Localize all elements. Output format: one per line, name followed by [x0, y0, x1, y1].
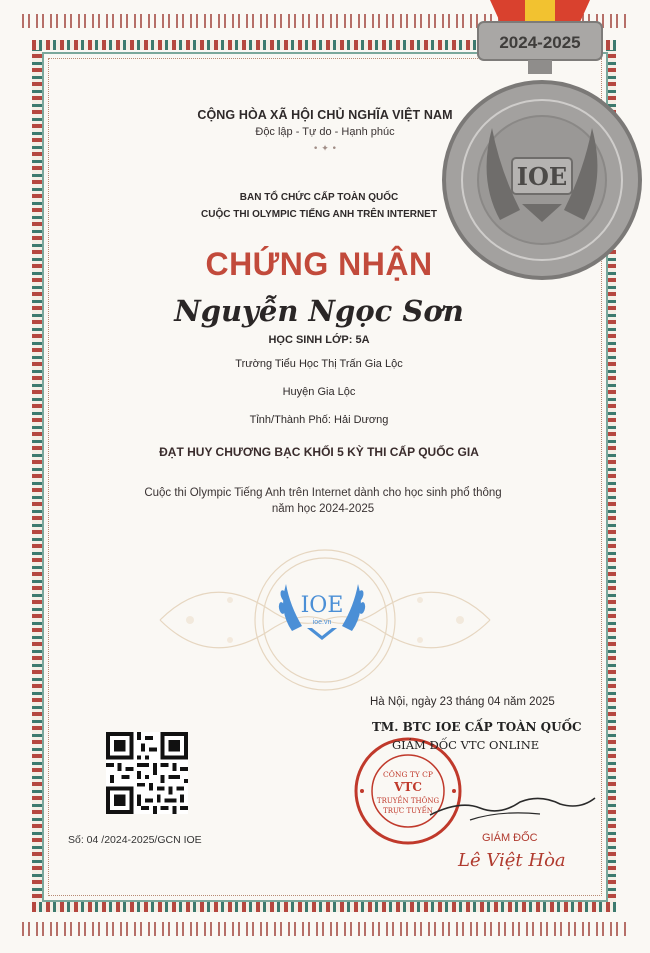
organizer-line2: CUỘC THI OLYMPIC TIẾNG ANH TRÊN INTERNET — [201, 209, 437, 220]
ioe-logo — [272, 566, 372, 646]
silver-medal — [430, 0, 650, 310]
achievement-line: ĐẠT HUY CHƯƠNG BẠC KHỐI 5 KỲ THI CẤP QUỐC GIA — [159, 445, 479, 459]
certificate-serial: Số: 04 /2024-2025/GCN IOE — [68, 834, 202, 846]
ioe-logo-text: IOE — [300, 593, 344, 618]
bottom-greek-pattern — [22, 922, 628, 936]
province-name: Tỉnh/Thành Phố: Hải Dương — [249, 414, 389, 426]
stamp-line2: TRỰC TUYẾN — [383, 807, 433, 815]
divider-ornament: • ✦ • — [313, 144, 337, 154]
signature-title: TM. BTC IOE CẤP TOÀN QUỐC — [372, 720, 582, 734]
director-name: Lê Việt Hòa — [458, 850, 566, 871]
nation-title: CỘNG HÒA XÃ HỘI CHỦ NGHĨA VIỆT NAM — [197, 108, 453, 122]
certificate-heading: CHỨNG NHẬN — [205, 246, 433, 282]
qr-code — [106, 732, 188, 814]
district-name: Huyện Gia Lộc — [282, 386, 356, 398]
stamp-company: CÔNG TY CP — [383, 770, 433, 779]
contest-description-line2: năm học 2024-2025 — [271, 503, 375, 515]
contest-description-line1: Cuộc thi Olympic Tiếng Anh trên Internet dành cho học sinh phổ thông — [144, 487, 502, 499]
signature-subtitle: GIÁM ĐỐC VTC ONLINE — [392, 738, 540, 752]
stamp-brand: VTC — [394, 780, 422, 794]
school-name: Trường Tiểu Học Thị Trấn Gia Lộc — [235, 358, 403, 370]
handwritten-signature — [400, 780, 600, 840]
director-label: GIÁM ĐỐC — [482, 832, 538, 844]
stamp-line1: TRUYỀN THÔNG — [376, 797, 440, 805]
class-line: HỌC SINH LỚP: 5A — [268, 334, 370, 346]
organizer-line1: BAN TỔ CHỨC CẤP TOÀN QUỐC — [239, 192, 399, 203]
ioe-logo-subtext: ioe.vn — [312, 619, 332, 626]
recipient-name: Nguyễn Ngọc Sơn — [174, 294, 464, 328]
nation-motto: Độc lập - Tự do - Hạnh phúc — [255, 126, 395, 138]
medal-ribbon-label: 2024-2025 — [499, 33, 581, 52]
medal-center-text: IOE — [516, 162, 568, 191]
issue-date: Hà Nội, ngày 23 tháng 04 năm 2025 — [370, 696, 555, 708]
